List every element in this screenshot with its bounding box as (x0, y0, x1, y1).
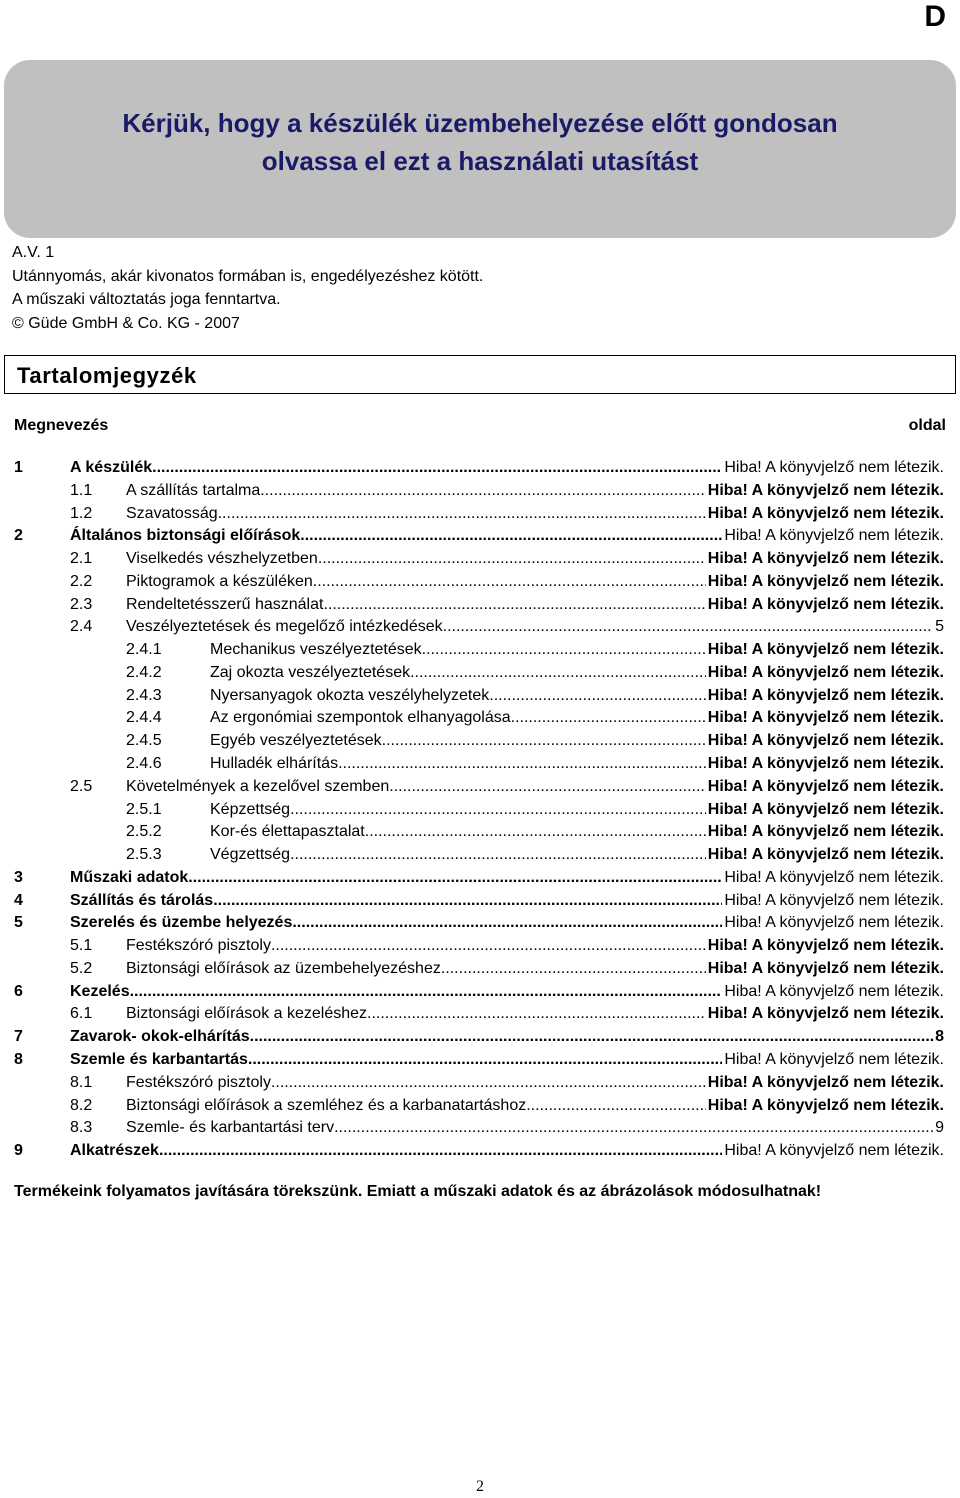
banner-line-2: olvassa el ezt a használati utasítást (261, 146, 699, 176)
toc-entry-number: 9 (14, 1142, 23, 1160)
banner-line-1: Kérjük, hogy a készülék üzembehelyezése előtt gondosan (122, 108, 838, 138)
imprint (12, 241, 483, 335)
toc-entry-page: Hiba! A könyvjelző nem létezik. (707, 755, 944, 772)
toc-entry-page: Hiba! A könyvjelző nem létezik. (724, 982, 944, 1000)
toc-entry[interactable] (14, 981, 944, 1003)
toc-entry-page: Hiba! A könyvjelző nem létezik. (707, 1073, 944, 1091)
toc-entry-page: Hiba! A könyvjelző nem létezik. (724, 891, 944, 909)
toc-entry-number: 2.4.1 (126, 641, 162, 659)
page-number: 2 (476, 1478, 484, 1495)
toc-entry[interactable] (70, 548, 944, 570)
toc-entry-number: 8.1 (70, 1073, 93, 1091)
toc-entry-number: 2.2 (70, 572, 93, 590)
toc-entry-number: 2.4.6 (126, 755, 162, 772)
toc-entry[interactable] (70, 1117, 944, 1139)
toc-entry-leader (410, 662, 706, 684)
imprint-reprint: Utánnyomás, akár kivonatos formában is, engedélyezéshez kötött. (12, 267, 484, 285)
toc-entry-number: 7 (14, 1028, 23, 1046)
disclaimer-note: Termékeink folyamatos javítására törekszünk. Emiatt a műszaki adatok és az ábrázolások módosulhatnak! (14, 1183, 822, 1200)
language-badge: D (924, 0, 946, 33)
toc-entry-page: Hiba! A könyvjelző nem létezik. (707, 800, 944, 818)
toc-entry-title: Szerelés és üzembe helyezés (70, 914, 293, 932)
toc-entry[interactable] (126, 844, 944, 866)
toc-entry-leader (338, 753, 706, 775)
toc-entry-leader (271, 1072, 706, 1094)
toc-entry-title: Festékszóró pisztoly (126, 1073, 271, 1091)
toc-entry-title: Képzettség (210, 800, 291, 818)
toc-entry-title: Szállítás és tárolás (70, 891, 214, 909)
toc-entry[interactable] (70, 1072, 944, 1094)
toc-entry-number: 3 (14, 868, 23, 886)
toc-entry-leader (290, 844, 706, 866)
toc-entry-title: A készülék (70, 459, 153, 476)
toc-entry-title: Biztonsági előírások a kezeléshez (126, 1005, 368, 1023)
toc-entry-leader (367, 1003, 706, 1025)
warning-banner (4, 60, 956, 238)
toc-entry-title: Alkatrészek (70, 1142, 159, 1160)
toc-entry-page: Hiba! A könyvjelző nem létezik. (707, 550, 944, 568)
toc-entry-number: 2.1 (70, 550, 93, 568)
toc-entry-page: Hiba! A könyvjelző nem létezik. (707, 641, 944, 659)
toc-entry-leader (526, 1095, 706, 1117)
toc-entry-leader (441, 958, 706, 980)
toc-entry[interactable] (70, 1095, 944, 1117)
toc-entry-leader (188, 867, 722, 889)
toc-entry-page: Hiba! A könyvjelző nem létezik. (724, 459, 944, 476)
toc-entry-page: Hiba! A könyvjelző nem létezik. (707, 1096, 944, 1114)
toc-entry-title: Nyersanyagok okozta veszélyhelyzetek (210, 686, 490, 704)
toc-entry[interactable] (126, 639, 944, 661)
toc-entry[interactable] (70, 594, 944, 616)
toc-entry-page: Hiba! A könyvjelző nem létezik. (707, 937, 944, 955)
toc-entry[interactable] (14, 912, 944, 934)
toc-entry[interactable] (14, 890, 944, 912)
toc-entry-page: Hiba! A könyvjelző nem létezik. (724, 914, 944, 932)
toc-entry[interactable] (70, 1003, 944, 1025)
toc-entry-page: 5 (935, 618, 944, 636)
toc-entry-title: Kor-és élettapasztalat (210, 823, 365, 841)
toc-entry-number: 5 (14, 914, 23, 932)
toc-entry-number: 6 (14, 982, 23, 1000)
toc-entry[interactable] (70, 958, 944, 980)
toc-entry-title: Kezelés (70, 982, 130, 1000)
toc-entry[interactable] (126, 730, 944, 752)
toc-entry-number: 1 (14, 459, 23, 476)
toc-entry[interactable] (70, 503, 944, 525)
toc-entry[interactable] (126, 707, 944, 729)
toc-entry-leader (300, 525, 722, 547)
toc-entry-title: Követelmények a kezelővel szemben (126, 777, 390, 795)
toc-entry-page: Hiba! A könyvjelző nem létezik. (724, 1142, 944, 1160)
toc-entry[interactable] (70, 776, 944, 798)
toc-entry-title: Az ergonómiai szempontok elhanyagolása (210, 709, 511, 727)
toc-entry-page: Hiba! A könyvjelző nem létezik. (707, 823, 944, 841)
toc-entry-title: Piktogramok a készüléken (126, 572, 313, 590)
toc-entry-leader (292, 912, 722, 934)
toc-entry-page: Hiba! A könyvjelző nem létezik. (707, 777, 944, 795)
toc-entry-number: 5.2 (70, 959, 93, 977)
toc-entry-title: Általános biztonsági előírások (70, 527, 301, 545)
toc-entry-title: Rendeltetésszerű használat (126, 595, 324, 613)
toc-entry-title: Egyéb veszélyeztetések (210, 732, 382, 750)
column-header-page: oldal (908, 417, 946, 434)
toc-entry-number: 1.2 (70, 504, 93, 522)
toc-entry-title: Szemle és karbantartás (70, 1051, 248, 1069)
toc-entry-page: Hiba! A könyvjelző nem létezik. (707, 686, 944, 704)
toc-entry-title: Biztonsági előírások az üzembehelyezéshez (126, 959, 441, 977)
toc-entry-number: 2.4 (70, 618, 93, 636)
toc-entry-page: 9 (935, 1119, 944, 1137)
toc-entry-page: Hiba! A könyvjelző nem létezik. (707, 959, 944, 977)
toc-entry-number: 1.1 (70, 481, 93, 499)
toc-entry-page: Hiba! A könyvjelző nem létezik. (707, 846, 944, 864)
toc-entry-leader (159, 1140, 722, 1162)
toc-entry-leader (382, 730, 706, 752)
toc-entry-title: Zaj okozta veszélyeztetések (210, 663, 411, 681)
toc-entry[interactable] (70, 616, 944, 638)
toc-entry-leader (271, 935, 706, 957)
toc-entry-page: Hiba! A könyvjelző nem létezik. (724, 868, 944, 886)
toc-entry-leader (365, 821, 706, 843)
toc-entry-leader (218, 503, 706, 525)
toc-entry-leader (213, 890, 722, 912)
column-header-name: Megnevezés (14, 417, 109, 434)
toc-entry-page: 8 (935, 1028, 944, 1046)
toc-entry-number: 2.5.1 (126, 800, 162, 818)
toc-entry[interactable] (14, 867, 944, 889)
toc-entry-number: 2.5.3 (126, 846, 162, 864)
toc-entry-title: Festékszóró pisztoly (126, 937, 271, 955)
toc-entry-page: Hiba! A könyvjelző nem létezik. (707, 709, 944, 727)
toc-entry-number: 6.1 (70, 1005, 93, 1023)
toc-entry-number: 2 (14, 527, 23, 545)
toc-entry-leader (313, 571, 706, 593)
toc-entry-leader (130, 981, 723, 1003)
toc-entry-title: Veszélyeztetések és megelőző intézkedések (126, 618, 443, 636)
toc-entry-number: 2.5 (70, 777, 93, 795)
toc-entry-leader (422, 639, 706, 661)
toc-entry-leader (260, 480, 706, 502)
toc-entry-page: Hiba! A könyvjelző nem létezik. (707, 732, 944, 750)
toc-entry-number: 4 (14, 891, 23, 909)
toc-entry[interactable] (14, 1026, 944, 1048)
toc-entry-page: Hiba! A könyvjelző nem létezik. (724, 1051, 944, 1069)
imprint-version: A.V. 1 (12, 244, 55, 261)
toc-entry-number: 8.2 (70, 1096, 93, 1114)
toc-entry[interactable] (126, 685, 944, 707)
toc-entry-page: Hiba! A könyvjelző nem létezik. (707, 663, 944, 681)
toc-title: Tartalomjegyzék (4, 355, 956, 394)
toc-entry-leader (248, 1049, 722, 1071)
toc-entry-page: Hiba! A könyvjelző nem létezik. (707, 572, 944, 590)
toc-entry[interactable] (14, 525, 944, 547)
toc-entry-leader (323, 594, 705, 616)
toc-entry-leader (250, 1026, 933, 1048)
imprint-copyright: © Güde GmbH & Co. KG - 2007 (12, 314, 240, 332)
toc-entry-page: Hiba! A könyvjelző nem létezik. (707, 595, 944, 613)
toc-entry-number: 2.4.4 (126, 709, 162, 727)
toc-entry-title: A szállítás tartalma (126, 481, 261, 499)
toc-entry-title: Végzettség (210, 846, 291, 864)
toc-entry-page: Hiba! A könyvjelző nem létezik. (707, 1005, 944, 1023)
imprint-rights: A műszaki változtatás joga fenntartva. (12, 291, 281, 309)
toc-entry-number: 8 (14, 1051, 23, 1069)
toc-entry-title: Hulladék elhárítás (210, 755, 339, 772)
toc-entry[interactable] (14, 457, 944, 479)
toc-entry-leader (389, 776, 706, 798)
toc-entry-leader (290, 799, 706, 821)
toc-entry-number: 2.4.2 (126, 663, 162, 681)
toc-entry[interactable] (126, 753, 944, 775)
toc-entry-leader (152, 457, 722, 479)
toc-entry-title: Viselkedés vészhelyzetben (126, 550, 318, 568)
toc-entry-number: 2.4.5 (126, 732, 162, 750)
toc-entry-leader (511, 707, 706, 729)
toc-entry-leader (443, 616, 933, 638)
toc-entry-title: Szavatosság (126, 504, 218, 522)
toc-entry-number: 2.5.2 (126, 823, 162, 841)
toc-entry-title: Szemle- és karbantartási terv (126, 1119, 335, 1137)
toc-entry-number: 8.3 (70, 1119, 93, 1137)
toc-entry-page: Hiba! A könyvjelző nem létezik. (707, 481, 944, 499)
toc-entry-leader (334, 1117, 933, 1139)
toc-entry[interactable] (70, 935, 944, 957)
toc-entry[interactable] (126, 799, 944, 821)
toc-entry-page: Hiba! A könyvjelző nem létezik. (724, 527, 944, 545)
toc-entry-title: Zavarok- okok-elhárítás (70, 1028, 250, 1046)
toc-entry[interactable] (126, 821, 944, 843)
toc-entry-leader (318, 548, 706, 570)
toc-entry-title: Műszaki adatok (70, 868, 189, 886)
toc-entry[interactable] (126, 662, 944, 684)
toc-entry-title: Mechanikus veszélyeztetések (210, 641, 422, 659)
toc-entry[interactable] (14, 1049, 944, 1071)
toc-entry-number: 2.4.3 (126, 686, 162, 704)
toc-entry-number: 5.1 (70, 937, 93, 955)
toc-entry-leader (489, 685, 706, 707)
toc-entry[interactable] (70, 571, 944, 593)
toc-entry[interactable] (70, 480, 944, 502)
toc-entry-number: 2.3 (70, 595, 93, 613)
toc-entry[interactable] (14, 1140, 944, 1162)
toc-entry-page: Hiba! A könyvjelző nem létezik. (707, 504, 944, 522)
toc-entry-title: Biztonsági előírások a szemléhez és a karbanatartáshoz (126, 1096, 527, 1114)
